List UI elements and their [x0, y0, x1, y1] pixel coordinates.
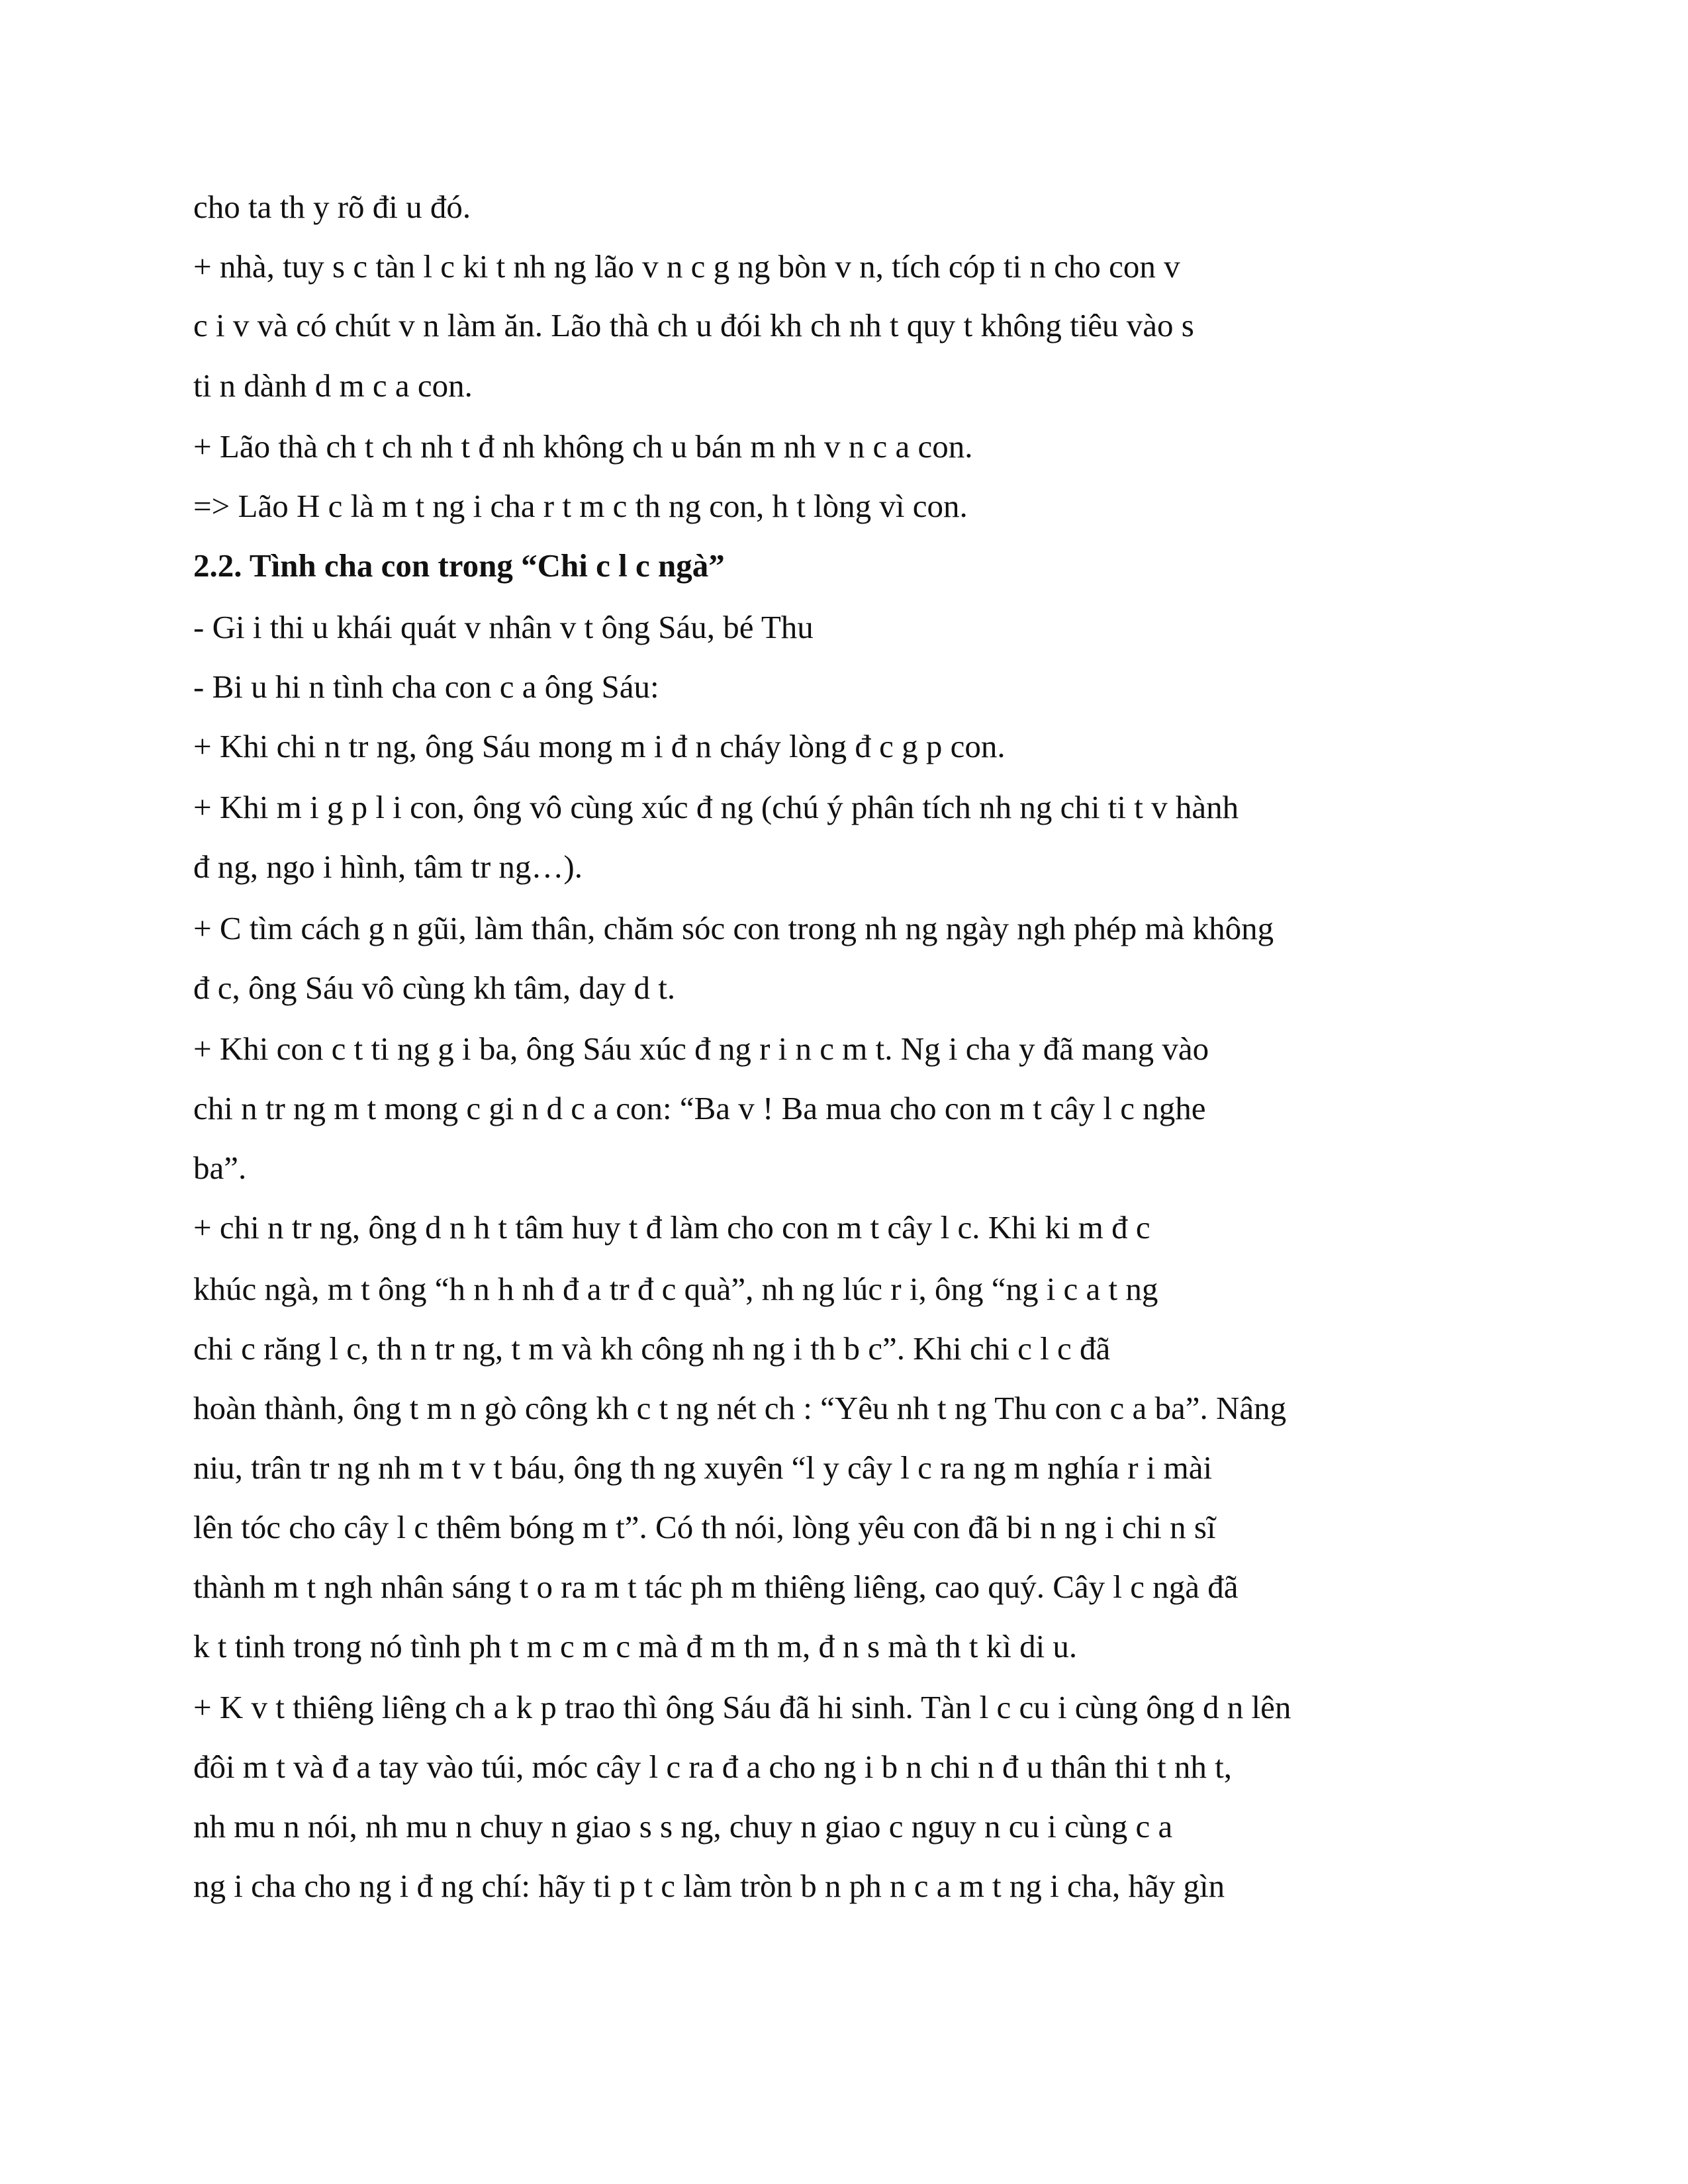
text-line: + Khi chi n tr ng, ông Sáu mong m i đ n cháy lòng đ c g p con.: [193, 728, 1006, 764]
text-line: chi n tr ng m t mong c gi n d c a con: “Ba v ! Ba mua cho con m t cây l c nghe: [193, 1090, 1206, 1126]
text-line: niu, trân tr ng nh m t v t báu, ông th ng xuyên “l y cây l c ra ng m nghía r i mài: [193, 1449, 1213, 1486]
text-line: - Bi u hi n tình cha con c a ông Sáu:: [193, 668, 659, 705]
text-line: + Lão thà ch t ch nh t đ nh không ch u bán m nh v n c a con.: [193, 428, 973, 465]
text-line: đ c, ông Sáu vô cùng kh tâm, day d t.: [193, 970, 676, 1006]
text-line: cho ta th y rõ đi u đó.: [193, 189, 471, 225]
text-line: + Khi m i g p l i con, ông vô cùng xúc đ ng (chú ý phân tích nh ng chi ti t v hành: [193, 789, 1239, 825]
text-line: + chi n tr ng, ông d n h t tâm huy t đ làm cho con m t cây l c. Khi ki m đ c: [193, 1209, 1150, 1246]
text-line: + K v t thiêng liêng ch a k p trao thì ông Sáu đã hi sinh. Tàn l c cu i cùng ông d n lên: [193, 1689, 1291, 1725]
text-line: thành m t ngh nhân sáng t o ra m t tác ph m thiêng liêng, cao quý. Cây l c ngà đã: [193, 1569, 1239, 1605]
text-line: ng i cha cho ng i đ ng chí: hãy ti p t c làm tròn b n ph n c a m t ng i cha, hãy gìn: [193, 1868, 1225, 1904]
text-line: chi c răng l c, th n tr ng, t m và kh công nh ng i th b c”. Khi chi c l c đã: [193, 1330, 1111, 1367]
text-line: + Khi con c t ti ng g i ba, ông Sáu xúc đ ng r i n c m t. Ng i cha y đã mang vào: [193, 1030, 1209, 1067]
text-line: ba”.: [193, 1150, 247, 1186]
text-line: đôi m t và đ a tay vào túi, móc cây l c ra đ a cho ng i b n chi n đ u thân thi t nh t,: [193, 1749, 1233, 1785]
text-line: hoàn thành, ông t m n gò công kh c t ng nét ch : “Yêu nh t ng Thu con c a ba”. Nâng: [193, 1390, 1287, 1426]
text-line: c i v và có chút v n làm ăn. Lão thà ch u đói kh ch nh t quy t không tiêu vào s: [193, 307, 1194, 343]
text-line: đ ng, ngo i hình, tâm tr ng…).: [193, 848, 583, 885]
text-line: ti n dành d m c a con.: [193, 367, 473, 404]
text-line: k t tinh trong nó tình ph t m c m c mà đ m th m, đ n s mà th t kì di u.: [193, 1628, 1078, 1664]
section-heading: 2.2. Tình cha con trong “Chi c l c ngà”: [193, 547, 725, 584]
text-line: => Lão H c là m t ng i cha r t m c th ng con, h t lòng vì con.: [193, 488, 968, 524]
text-line: + C tìm cách g n gũi, làm thân, chăm sóc con trong nh ng ngày ngh phép mà không: [193, 910, 1274, 946]
text-line: + nhà, tuy s c tàn l c ki t nh ng lão v n c g ng bòn v n, tích cóp ti n cho con v: [193, 248, 1180, 285]
text-line: khúc ngà, m t ông “h n h nh đ a tr đ c quà”, nh ng lúc r i, ông “ng i c a t ng: [193, 1271, 1158, 1307]
text-line: nh mu n nói, nh mu n chuy n giao s s ng, chuy n giao c nguy n cu i cùng c a: [193, 1808, 1173, 1844]
text-line: lên tóc cho cây l c thêm bóng m t”. Có th nói, lòng yêu con đã bi n ng i chi n sĩ: [193, 1509, 1216, 1545]
text-line: - Gi i thi u khái quát v nhân v t ông Sáu, bé Thu: [193, 609, 814, 645]
